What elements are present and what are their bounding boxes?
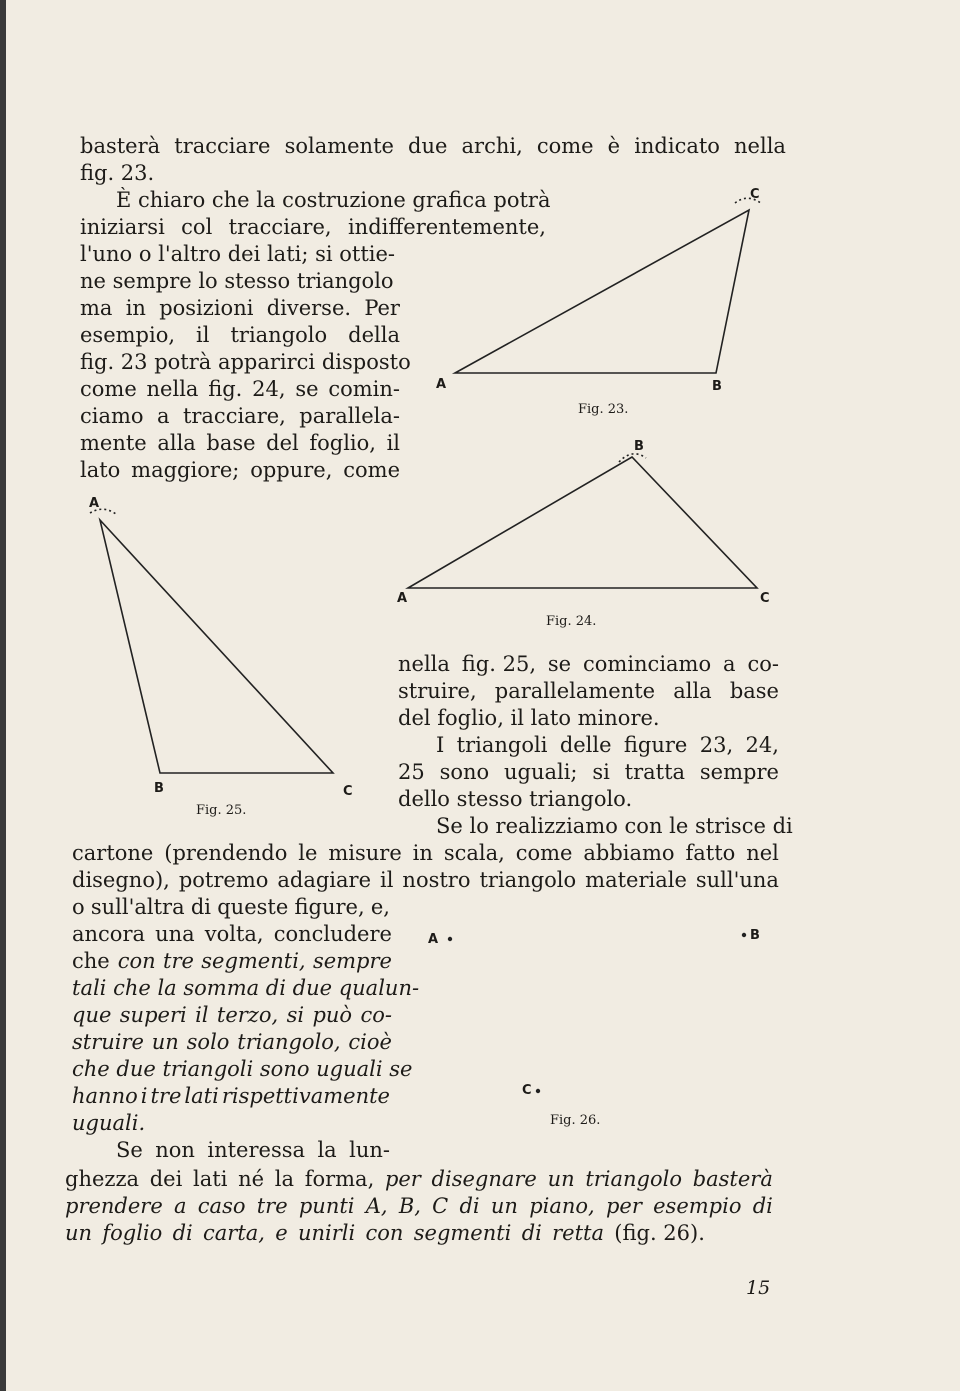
- text-line-21: cartone (prendendo le misure in scala, come abbiamo fatto nel: [72, 841, 779, 865]
- fig24-triangle: [408, 457, 757, 588]
- text-line-22: disegno), potremo adagiare il nostro triangolo materiale sull'una: [72, 868, 779, 892]
- text-line-31: uguali.: [72, 1111, 146, 1135]
- text-line-5: l'uno o l'altro dei lati; si ottie-: [80, 242, 396, 266]
- text-line-4: iniziarsi col tracciare, indifferentemente,: [80, 215, 546, 239]
- fig26-point-a: [448, 937, 452, 941]
- fig24-label-a: A: [397, 591, 408, 606]
- fig25-label-a: A: [89, 496, 100, 511]
- fig25-caption: Fig. 25.: [196, 803, 247, 818]
- text-line-10: come nella fig. 24, se comin-: [80, 377, 400, 401]
- fig25-triangle: [100, 520, 333, 773]
- fig23-label-a: A: [436, 377, 447, 392]
- text-line-14: nella fig. 25, se cominciamo a co-: [398, 652, 779, 676]
- text-line-1: basterà tracciare solamente due archi, come è indicato nella: [80, 134, 786, 158]
- fig23-label-b: B: [712, 379, 722, 394]
- fig26-label-b: B: [750, 928, 760, 943]
- text-line-20: Se lo realizziamo con le strisce di: [436, 814, 793, 838]
- text-line-24: ancora una volta, concludere: [72, 922, 392, 946]
- text-line-15: struire, parallelamente alla base: [398, 679, 779, 703]
- fig26-point-b: [742, 933, 746, 937]
- fig23-caption: Fig. 23.: [578, 402, 629, 417]
- text-line-12: mente alla base del foglio, il: [80, 431, 400, 455]
- text-line-28: struire un solo triangolo, cioè: [72, 1030, 392, 1054]
- text-line-27: que superi il terzo, si può co-: [72, 1003, 392, 1027]
- text-line-7: ma in posizioni diverse. Per: [80, 296, 400, 320]
- text-line-29: che due triangoli sono uguali se: [72, 1057, 413, 1081]
- text-line-32: Se non interessa la lun-: [116, 1138, 390, 1162]
- text-line-13: lato maggiore; oppure, come: [80, 458, 400, 482]
- text-line-2: fig. 23.: [80, 161, 155, 185]
- text-line-16: del foglio, il lato minore.: [398, 706, 660, 730]
- text-line-3: È chiaro che la costruzione grafica potrà: [116, 188, 551, 212]
- text-line-17: I triangoli delle figure 23, 24,: [436, 733, 779, 757]
- text-line-35: un foglio di carta, e unirli con segmenti di retta (fig. 26).: [65, 1221, 705, 1245]
- fig24-label-c: C: [760, 591, 770, 606]
- page-number: 15: [746, 1277, 771, 1299]
- fig25-label-b: B: [154, 781, 164, 796]
- text-line-23: o sull'altra di queste figure, e,: [72, 895, 390, 919]
- fig26-caption: Fig. 26.: [550, 1113, 601, 1128]
- fig23-label-c: C: [750, 187, 760, 202]
- text-line-33: ghezza dei lati né la forma, per disegnare un triangolo basterà: [65, 1167, 773, 1191]
- fig24-caption: Fig. 24.: [546, 614, 597, 629]
- text-line-8: esempio, il triangolo della: [80, 323, 400, 347]
- text-line-9: fig. 23 potrà apparirci disposto: [80, 350, 411, 374]
- fig26-label-a: A: [428, 932, 439, 947]
- text-line-6: ne sempre lo stesso triangolo: [80, 269, 394, 293]
- text-line-11: ciamo a tracciare, parallela-: [80, 404, 400, 428]
- text-line-25: che con tre segmenti, sempre: [72, 949, 392, 973]
- text-line-30: hanno i tre lati rispettivamente: [72, 1084, 390, 1108]
- text-line-26: tali che la somma di due qualun-: [72, 976, 420, 1000]
- fig26-label-c: C: [522, 1083, 532, 1098]
- fig24-label-b: B: [634, 439, 644, 454]
- text-line-34: prendere a caso tre punti A, B, C di un piano, per esempio di: [65, 1194, 773, 1218]
- text-line-18: 25 sono uguali; si tratta sempre: [398, 760, 779, 784]
- fig25-label-c: C: [343, 784, 353, 799]
- fig26-point-c: [536, 1089, 540, 1093]
- text-line-19: dello stesso triangolo.: [398, 787, 633, 811]
